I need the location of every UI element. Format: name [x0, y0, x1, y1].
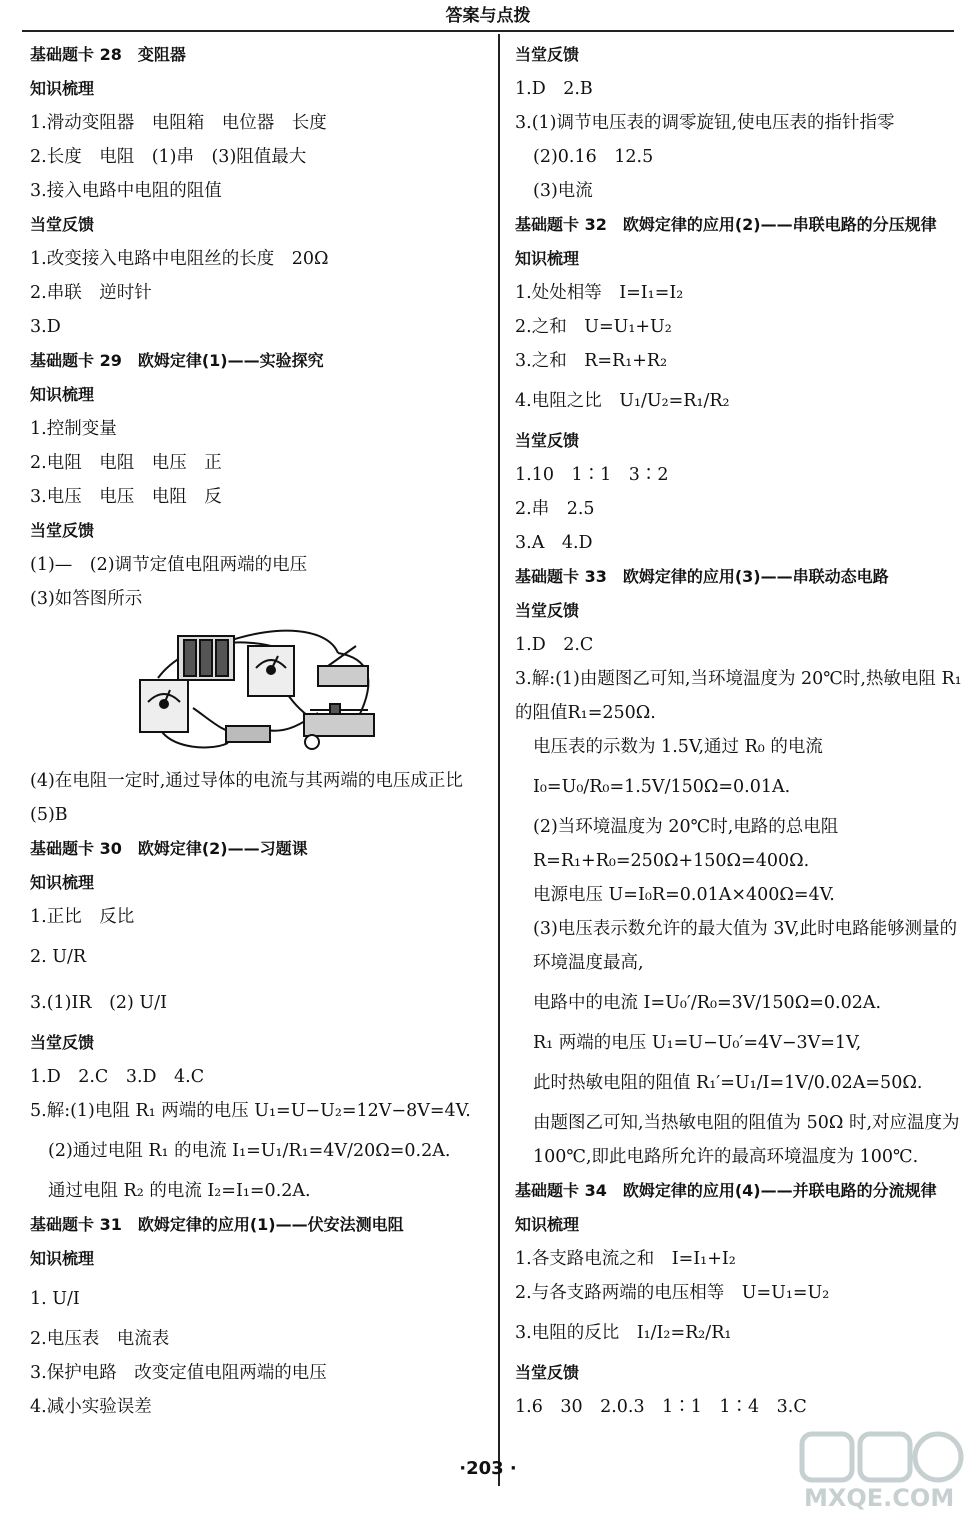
- answer-line: 3.电阻的反比 I₁/I₂=R₂/R₁: [515, 1323, 732, 1343]
- page-header: [22, 4, 954, 32]
- answer-line: 4.电阻之比 U₁/U₂=R₁/R₂: [515, 391, 730, 411]
- answer-line: (2)当环境温度为 20℃时,电路的总电阻: [533, 817, 839, 837]
- answer-line: 3.D: [30, 317, 61, 337]
- resistor-icon: [226, 726, 270, 742]
- answer-line: (3)电流: [533, 181, 593, 201]
- answer-line: 1.D 2.C: [515, 635, 594, 655]
- watermark-text: MXQE.COM: [804, 1484, 955, 1510]
- rheostat-icon: [304, 704, 374, 749]
- section-heading: 基础题卡 33 欧姆定律的应用(3)——串联动态电路: [515, 567, 889, 586]
- section-heading: 基础题卡 29 欧姆定律(1)——实验探究: [30, 351, 324, 370]
- answer-line: 电源电压 U=I₀R=0.01A×400Ω=4V.: [533, 885, 835, 905]
- section-heading: 基础题卡 32 欧姆定律的应用(2)——串联电路的分压规律: [515, 215, 937, 234]
- answer-line: 通过电阻 R₂ 的电流 I₂=I₁=0.2A.: [48, 1181, 311, 1201]
- subsection-label: 当堂反馈: [30, 521, 95, 540]
- subsection-label: 知识梳理: [515, 249, 580, 268]
- answer-line: 2.电阻 电阻 电压 正: [30, 453, 222, 473]
- answer-line: 2.之和 U=U₁+U₂: [515, 317, 672, 337]
- answer-line: 2. U/R: [30, 947, 87, 967]
- answer-line: (4)在电阻一定时,通过导体的电流与其两端的电压成正比: [30, 771, 463, 791]
- answer-line: 3.解:(1)由题图乙可知,当环境温度为 20℃时,热敏电阻 R₁: [515, 669, 962, 689]
- answer-line: 2.与各支路两端的电压相等 U=U₁=U₂: [515, 1283, 830, 1303]
- answer-line: 1.10 1∶1 3∶2: [515, 465, 669, 485]
- section-heading: 基础题卡 30 欧姆定律(2)——习题课: [30, 839, 308, 858]
- subsection-label: 知识梳理: [30, 385, 95, 404]
- column-divider: [498, 34, 500, 1486]
- subsection-label: 当堂反馈: [515, 601, 580, 620]
- answer-line: 2.串 2.5: [515, 499, 595, 519]
- subsection-label: 当堂反馈: [30, 215, 95, 234]
- section-heading: 基础题卡 28 变阻器: [30, 45, 186, 64]
- answer-line: I₀=U₀/R₀=1.5V/150Ω=0.01A.: [533, 777, 791, 797]
- answer-line: 3.(1)调节电压表的调零旋钮,使电压表的指针指零: [515, 113, 895, 133]
- right-column: [515, 38, 965, 1424]
- answer-line: 3.(1)IR (2) U/I: [30, 993, 167, 1013]
- subsection-label: 知识梳理: [30, 1249, 95, 1268]
- answer-line: 1.各支路电流之和 I=I₁+I₂: [515, 1249, 736, 1269]
- answer-line: 1.D 2.C 3.D 4.C: [30, 1067, 205, 1087]
- answer-line: 4.减小实验误差: [30, 1397, 152, 1417]
- answer-line: 1.改变接入电路中电阻丝的长度 20Ω: [30, 249, 329, 269]
- circuit-diagram: [128, 618, 408, 758]
- answer-line: 电压表的示数为 1.5V,通过 R₀ 的电流: [533, 737, 823, 757]
- answer-line: 3.接入电路中电阻的阻值: [30, 181, 222, 201]
- answer-line: 1.正比 反比: [30, 907, 135, 927]
- answer-line: 由题图乙可知,当热敏电阻的阻值为 50Ω 时,对应温度为: [533, 1113, 960, 1133]
- subsection-label: 当堂反馈: [515, 1363, 580, 1382]
- voltmeter-icon: [248, 646, 294, 696]
- answer-line: 2.串联 逆时针: [30, 283, 152, 303]
- answer-line: R=R₁+R₀=250Ω+150Ω=400Ω.: [533, 851, 810, 871]
- answer-line: 环境温度最高,: [533, 953, 644, 973]
- answer-line: 1.D 2.B: [515, 79, 593, 99]
- answer-line: 1.滑动变阻器 电阻箱 电位器 长度: [30, 113, 327, 133]
- answer-line: (3)电压表示数允许的最大值为 3V,此时电路能够测量的: [533, 919, 958, 939]
- answer-line: 的阻值R₁=250Ω.: [515, 703, 656, 723]
- answer-line: (3)如答图所示: [30, 589, 143, 609]
- switch-icon: [318, 646, 368, 686]
- page-number: ·203 ·: [459, 1458, 517, 1479]
- answer-line: 此时热敏电阻的阻值 R₁′=U₁/I=1V/0.02A=50Ω.: [533, 1073, 923, 1093]
- answer-line: 1.处处相等 I=I₁=I₂: [515, 283, 684, 303]
- battery-pack-icon: [178, 636, 234, 680]
- answer-line: 1. U/I: [30, 1289, 80, 1309]
- left-column: [30, 38, 485, 1424]
- subsection-label: 当堂反馈: [515, 431, 580, 450]
- answer-line: R₁ 两端的电压 U₁=U−U₀′=4V−3V=1V,: [533, 1033, 862, 1053]
- subsection-label: 知识梳理: [30, 79, 95, 98]
- subsection-label: 当堂反馈: [30, 1033, 95, 1052]
- subsection-label: 知识梳理: [515, 1215, 580, 1234]
- watermark-logo: [798, 1430, 968, 1510]
- answer-line: 3.保护电路 改变定值电阻两端的电压: [30, 1363, 327, 1383]
- section-heading: 基础题卡 31 欧姆定律的应用(1)——伏安法测电阻: [30, 1215, 404, 1234]
- answer-line: (2)0.16 12.5: [533, 147, 654, 167]
- answer-line: (5)B: [30, 805, 68, 825]
- subsection-label: 知识梳理: [30, 873, 95, 892]
- answer-line: 1.6 30 2.0.3 1∶1 1∶4 3.C: [515, 1397, 807, 1417]
- answer-line: 3.电压 电压 电阻 反: [30, 487, 222, 507]
- subsection-label: 当堂反馈: [515, 45, 580, 64]
- answer-line: 2.长度 电阻 (1)串 (3)阻值最大: [30, 147, 307, 167]
- section-heading: 基础题卡 34 欧姆定律的应用(4)——并联电路的分流规律: [515, 1181, 937, 1200]
- answer-line: 3.A 4.D: [515, 533, 593, 553]
- answer-line: (1)— (2)调节定值电阻两端的电压: [30, 555, 308, 575]
- answer-line: 100℃,即此电路所允许的最高环境温度为 100℃.: [533, 1147, 919, 1167]
- header-title: 答案与点拨: [445, 6, 531, 26]
- ammeter-icon: [140, 680, 188, 732]
- answer-line: 5.解:(1)电阻 R₁ 两端的电压 U₁=U−U₂=12V−8V=4V.: [30, 1101, 471, 1121]
- answer-line: 2.电压表 电流表: [30, 1329, 170, 1349]
- answer-line: 1.控制变量: [30, 419, 117, 439]
- answer-line: 3.之和 R=R₁+R₂: [515, 351, 668, 371]
- answer-line: (2)通过电阻 R₁ 的电流 I₁=U₁/R₁=4V/20Ω=0.2A.: [48, 1141, 451, 1161]
- answer-line: 电路中的电流 I=U₀′/R₀=3V/150Ω=0.02A.: [533, 993, 882, 1013]
